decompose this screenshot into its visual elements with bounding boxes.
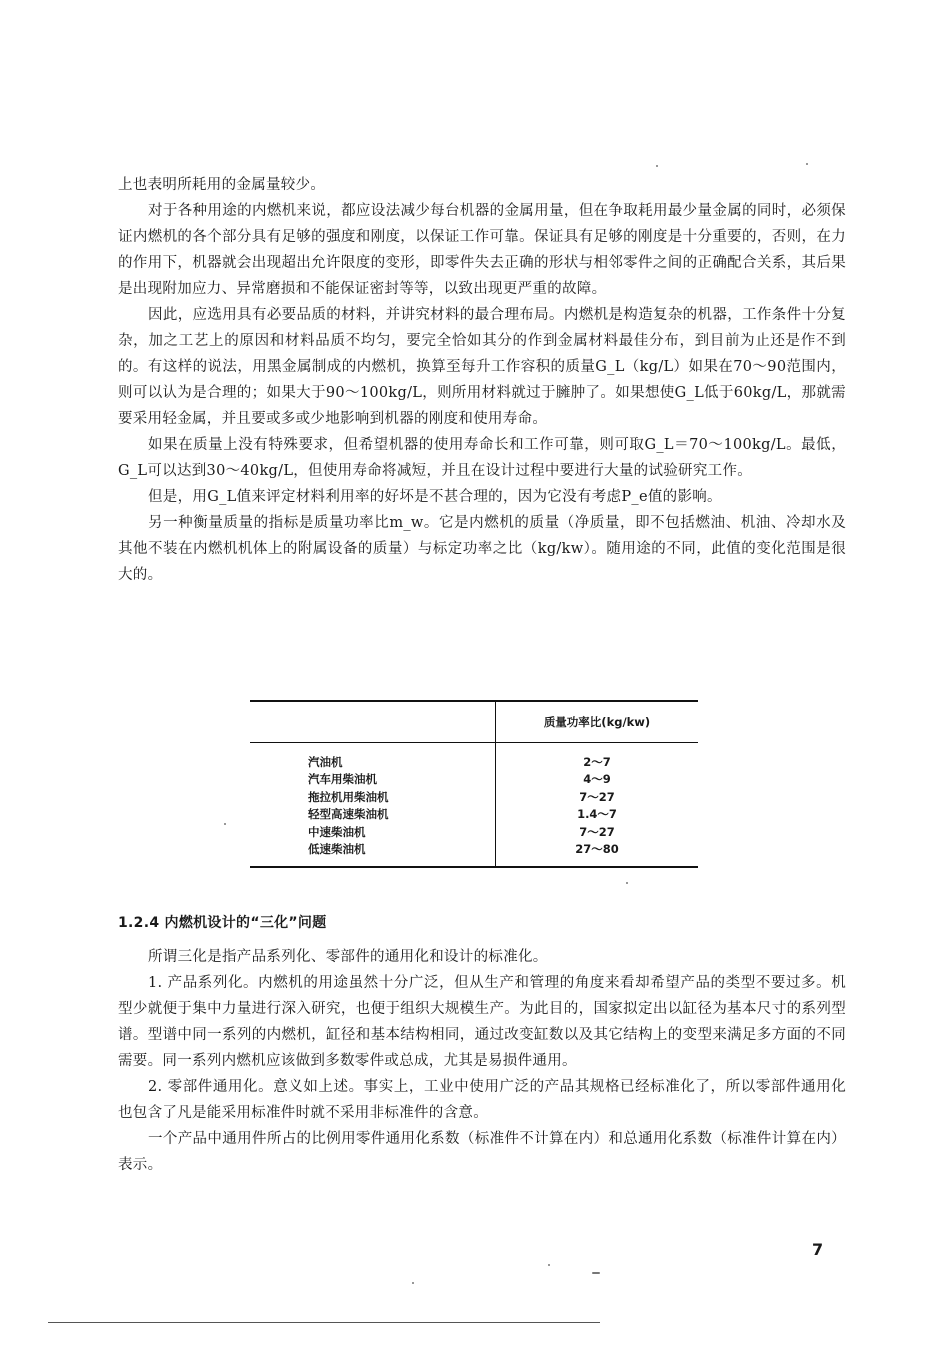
engine-type: 中速柴油机 bbox=[250, 823, 496, 841]
paragraph: 所谓三化是指产品系列化、零部件的通用化和设计的标准化。 bbox=[148, 949, 548, 965]
paragraph: 因此，应选用具有必要品质的材料，并讲究材料的最合理布局。内燃机是构造复杂的机器，工作条件十分复杂，加之工艺上的原因和材料品质不均匀，要完全恰如其分的作到金属材料最佳分布，到目前为止还是作不到的。有这样的说法，用黑金属制成的内燃机，换算至每升工作容积的质量G_L（kg/L）如果在70～90范围内，则可以认为是合理的；如果大于90～100kg/L，则所用材料就过于臃肿了。如果想使G_L低于60kg/L，那就需要采用轻金属，并且要或多或少地影响到机器的刚度和使用寿命。 bbox=[118, 307, 846, 427]
engine-type: 低速柴油机 bbox=[250, 841, 496, 868]
ratio-value: 1.4～7 bbox=[577, 807, 617, 822]
paragraph: 如果在质量上没有特殊要求，但希望机器的使用寿命长和工作可靠，则可取G_L＝70～100kg/L。最低，G_L可以达到30～40kg/L，但使用寿命将减短，并且在设计过程中要进行大量的试验研究工作。 bbox=[118, 437, 846, 479]
engine-type: 汽油机 bbox=[250, 743, 496, 771]
scan-speck bbox=[592, 1272, 600, 1274]
page-number: 7 bbox=[812, 1240, 824, 1259]
body-text-top bbox=[118, 172, 846, 588]
paragraph: 对于各种用途的内燃机来说，都应设法减少每台机器的金属用量，但在争取耗用最少量金属的同时，必须保证内燃机的各个部分具有足够的强度和刚度，以保证工作可靠。保证具有足够的刚度是十分重要的，否则，在力的作用下，机器就会出现超出允许限度的变形，即零件失去正确的形状与相邻零件之间的正确配合关系，其后果是出现附加应力、异常磨损和不能保证密封等等，以致出现更严重的故障。 bbox=[118, 203, 846, 297]
paragraph: 1. 产品系列化。内燃机的用途虽然十分广泛，但从生产和管理的角度来看却希望产品的类型不要过多。机型少就便于集中力量进行深入研究，也便于组织大规模生产。为此目的，国家拟定出以缸径为基本尺寸的系列型谱。型谱中同一系列的内燃机，缸径和基本结构相同，通过改变缸数以及其它结构上的变型来满足多方面的不同需要。同一系列内燃机应该做到多数零件或总成，尤其是易损件通用。 bbox=[118, 975, 846, 1069]
ratio-value: 4～9 bbox=[583, 772, 611, 787]
table-header-ratio: 质量功率比(kg/kw) bbox=[543, 715, 651, 729]
table-row bbox=[250, 806, 698, 824]
paragraph: 2. 零部件通用化。意义如上述。事实上，工业中使用广泛的产品其规格已经标准化了，所以零部件通用化也包含了凡是能采用标准件时就不采用非标准件的含意。 bbox=[118, 1079, 846, 1121]
ratio-value: 7～27 bbox=[579, 824, 615, 839]
engine-type: 拖拉机用柴油机 bbox=[250, 788, 496, 806]
scan-speck bbox=[412, 1282, 414, 1284]
ratio-value: 27～80 bbox=[575, 842, 619, 857]
table-header-engine bbox=[250, 701, 496, 743]
paragraph: 上也表明所耗用的金属量较少。 bbox=[118, 177, 326, 193]
paragraph: 但是，用G_L值来评定材料利用率的好坏是不甚合理的，因为它没有考虑P_e值的影响。 bbox=[148, 489, 722, 505]
paragraph: 一个产品中通用件所占的比例用零件通用化系数（标准件不计算在内）和总通用化系数（标准件计算在内）表示。 bbox=[118, 1131, 846, 1173]
paragraph: 另一种衡量质量的指标是质量功率比m_w。它是内燃机的质量（净质量，即不包括燃油、机油、冷却水及其他不装在内燃机机体上的附属设备的质量）与标定功率之比（kg/kw）。随用途的不同，此值的变化范围是很大的。 bbox=[118, 515, 846, 583]
table-header-row bbox=[250, 701, 698, 743]
scan-speck bbox=[548, 1264, 550, 1266]
mass-power-ratio-table bbox=[250, 700, 698, 868]
table-row bbox=[250, 823, 698, 841]
section-heading: 1.2.4 内燃机设计的“三化”问题 bbox=[118, 915, 327, 931]
ratio-value: 2～7 bbox=[583, 754, 611, 769]
table-row bbox=[250, 743, 698, 771]
table-row bbox=[250, 788, 698, 806]
body-text-bottom bbox=[118, 910, 846, 1178]
engine-type: 轻型高速柴油机 bbox=[250, 806, 496, 824]
table-row bbox=[250, 771, 698, 789]
footer-divider bbox=[48, 1322, 600, 1323]
ratio-value: 7～27 bbox=[579, 789, 615, 804]
scan-speck bbox=[626, 882, 628, 884]
table-row bbox=[250, 841, 698, 868]
scan-speck bbox=[224, 823, 226, 825]
scan-speck bbox=[656, 165, 658, 167]
engine-type: 汽车用柴油机 bbox=[250, 771, 496, 789]
scan-speck bbox=[806, 163, 808, 165]
